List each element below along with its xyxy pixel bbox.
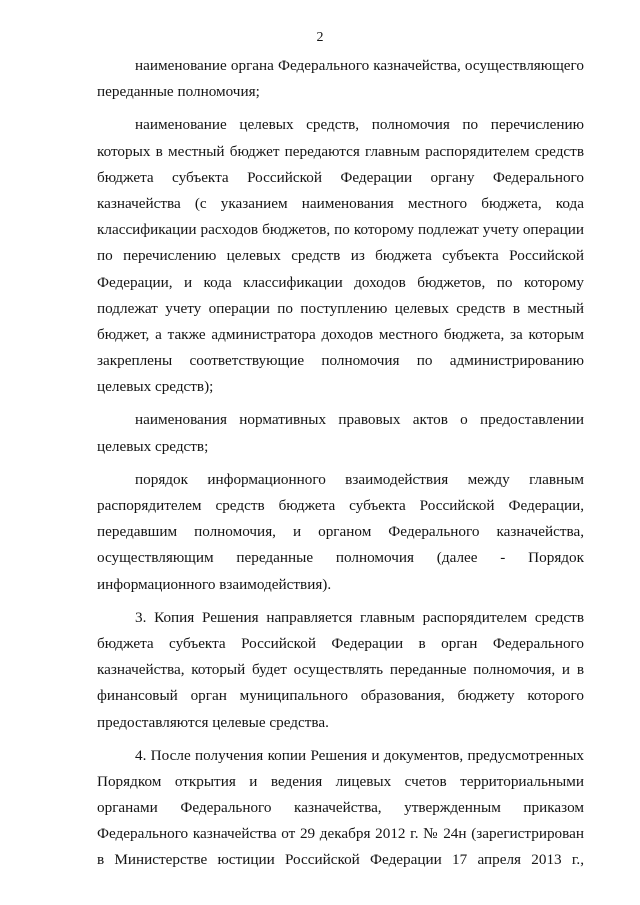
- text-line: переданные полномочия;: [97, 83, 260, 101]
- text-line: органами Федерального казначейства, утвержденным приказом: [97, 799, 584, 817]
- text-line: Порядком открытия и ведения лицевых счетов территориальными: [97, 772, 584, 790]
- document-body: [97, 53, 584, 881]
- paragraph-item-3: [97, 605, 584, 736]
- text-line: по перечислению целевых средств из бюджета субъекта Российской: [97, 247, 584, 265]
- text-line: наименование органа Федерального казначейства, осуществляющего: [135, 57, 584, 74]
- text-line: Федерации, и кода классификации доходов бюджетов, по которому: [97, 273, 584, 291]
- page-number: 2: [316, 30, 324, 45]
- text-line: которых в местный бюджет передаются главным распорядителем средств: [97, 142, 584, 160]
- text-line: 4. После получения копии Решения и документов, предусмотренных: [135, 746, 584, 764]
- text-line: передавшим полномочия, и органом Федерального казначейства,: [97, 523, 584, 541]
- text-line: бюджета субъекта Российской Федерации органу Федерального: [97, 168, 584, 186]
- text-line: целевых средств;: [97, 437, 209, 455]
- text-line: наименование целевых средств, полномочия по перечислению: [135, 116, 584, 134]
- text-line: бюджета субъекта Российской Федерации в орган Федерального: [97, 634, 584, 652]
- text-line: финансовый орган муниципального образования, бюджету которого: [97, 687, 584, 705]
- text-line: казначейства (с указанием наименования местного бюджета, кода: [97, 194, 584, 212]
- paragraph-interaction-procedure: [97, 467, 584, 598]
- paragraph-normative-acts: [97, 407, 584, 459]
- text-line: классификации расходов бюджетов, по которому подлежат учету операции: [97, 221, 584, 239]
- text-line: в Министерстве юстиции Российской Федерации 17 апреля 2013 г.,: [97, 851, 584, 869]
- text-line: осуществляющим переданные полномочия (далее - Порядок: [97, 549, 584, 567]
- text-line: 3. Копия Решения направляется главным распорядителем средств: [135, 608, 584, 626]
- text-line: казначейства, который будет осуществлять переданные полномочия, и в: [97, 661, 584, 679]
- paragraph-item-4: [97, 743, 584, 874]
- text-line: бюджет, а также администратора доходов местного бюджета, за которым: [97, 325, 584, 343]
- text-line: наименования нормативных правовых актов о предоставлении: [135, 411, 584, 429]
- text-line: распорядителем средств бюджета субъекта Российской Федерации,: [97, 497, 584, 514]
- text-line: порядок информационного взаимодействия между главным: [135, 470, 584, 488]
- text-line: закреплены соответствующие полномочия по администрированию: [97, 352, 584, 370]
- text-line: подлежат учету операции по поступлению целевых средств в местный: [97, 299, 584, 317]
- text-line: целевых средств);: [97, 378, 214, 396]
- paragraph-target-funds-name: [97, 112, 584, 400]
- text-line: Федерального казначейства от 29 декабря 2012 г. № 24н (зарегистрирован: [97, 825, 584, 843]
- paragraph-treasury-body-name: [97, 53, 584, 105]
- text-line: предоставляются целевые средства.: [97, 713, 329, 731]
- text-line: информационного взаимодействия).: [97, 575, 332, 593]
